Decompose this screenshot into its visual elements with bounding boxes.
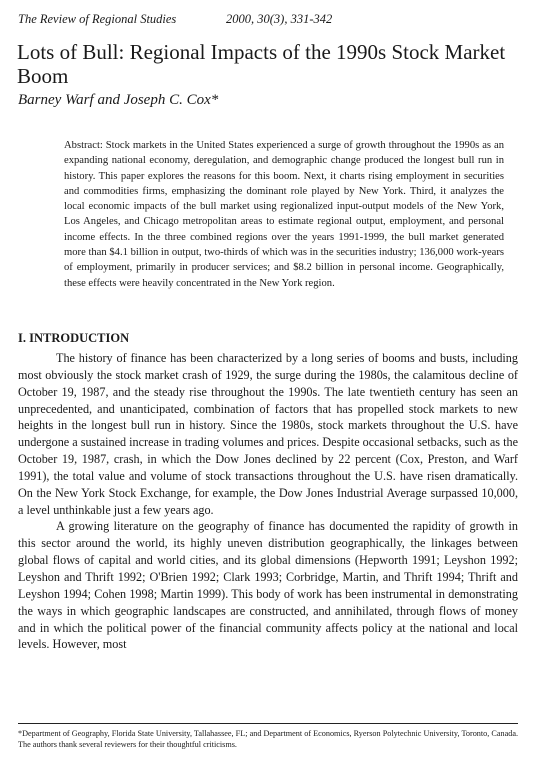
section-heading: I. INTRODUCTION [18, 331, 130, 345]
article-title: Lots of Bull: Regional Impacts of the 1990s Stock Market Boom [17, 40, 506, 88]
section-body [18, 350, 518, 653]
abstract: Abstract: Stock markets in the United States experienced a surge of growth throughout the 1990s as an expanding national economy, deregulation, and demographic change produced the longest bull run in history. This paper explores the reasons for this boom. Next, it charts rising employment in securities and commodities firms, emphasizing the dominant role played by New York. Third, it analyzes the local economic impacts of the bull market using regionalized input-output models of the New York, Los Angeles, and Chicago metropolitan areas to estimate regional output, employment, and personal income effects. In the three combined regions over the years 1991-1999, the bull market generated more than $4.1 billion in output, two-thirds of which was in the securities industry; 136,000 work-years of employment, primarily in producer services; and $8.2 billion in personal income. Geographically, these effects were heavily concentrated in the New York region. [64, 140, 504, 289]
body-paragraph: The history of finance has been characterized by a long series of booms and busts, including most obviously the stock market crash of 1929, the surge during the 1980s, the calamitous decline of October 19, 1987, and the steady rise throughout the 1990s. The late twentieth century has seen an unprecedented, and unanticipated, combination of factors that has propelled stock markets to new heights in the longest bull run in history. Since the 1980s, stock markets throughout the U.S. have undergone a sustained increase in trading volumes and prices. Despite occasional setbacks, such as the October 19, 1987, crash, in which the Dow Jones declined by 22 percent (Cox, Preston, and Warf 1991), the total value and volume of stock transactions throughout the U.S. have risen dramatically. On the New York Stock Exchange, for example, the Dow Jones Industrial Average surpassed 10,000, a level unthinkable just a few years ago. [18, 351, 518, 517]
body-paragraph: A growing literature on the geography of finance has documented the rapidity of growth in this sector around the world, its highly uneven distribution geographically, the linkages between global flows of capital and world cities, and its global dimensions (Hepworth 1991; Leyshon 1992; Leyshon and Thrift 1992; O'Brien 1992; Clark 1993; Corbridge, Martin, and Thrift 1994; Thrift and Leyshon 1994; Cohen 1998; Martin 1999). This body of work has been instrumental in demonstrating the ways in which geographic landscapes are constructed, and annihilated, through flows of money and in which the political power of the financial community affects policy at the national and local levels. However, most [18, 519, 518, 652]
journal-name: The Review of Regional Studies [18, 12, 177, 26]
footnote-divider [18, 723, 518, 724]
author-affiliation-footnote: *Department of Geography, Florida State University, Tallahassee, FL; and Department of Economics, Ryerson Polytechnic University, Toronto, Canada. The authors thank several reviewers for their thoughtful criticisms. [18, 729, 518, 749]
journal-citation: 2000, 30(3), 331-342 [226, 12, 333, 26]
article-authors: Barney Warf and Joseph C. Cox* [18, 92, 219, 108]
